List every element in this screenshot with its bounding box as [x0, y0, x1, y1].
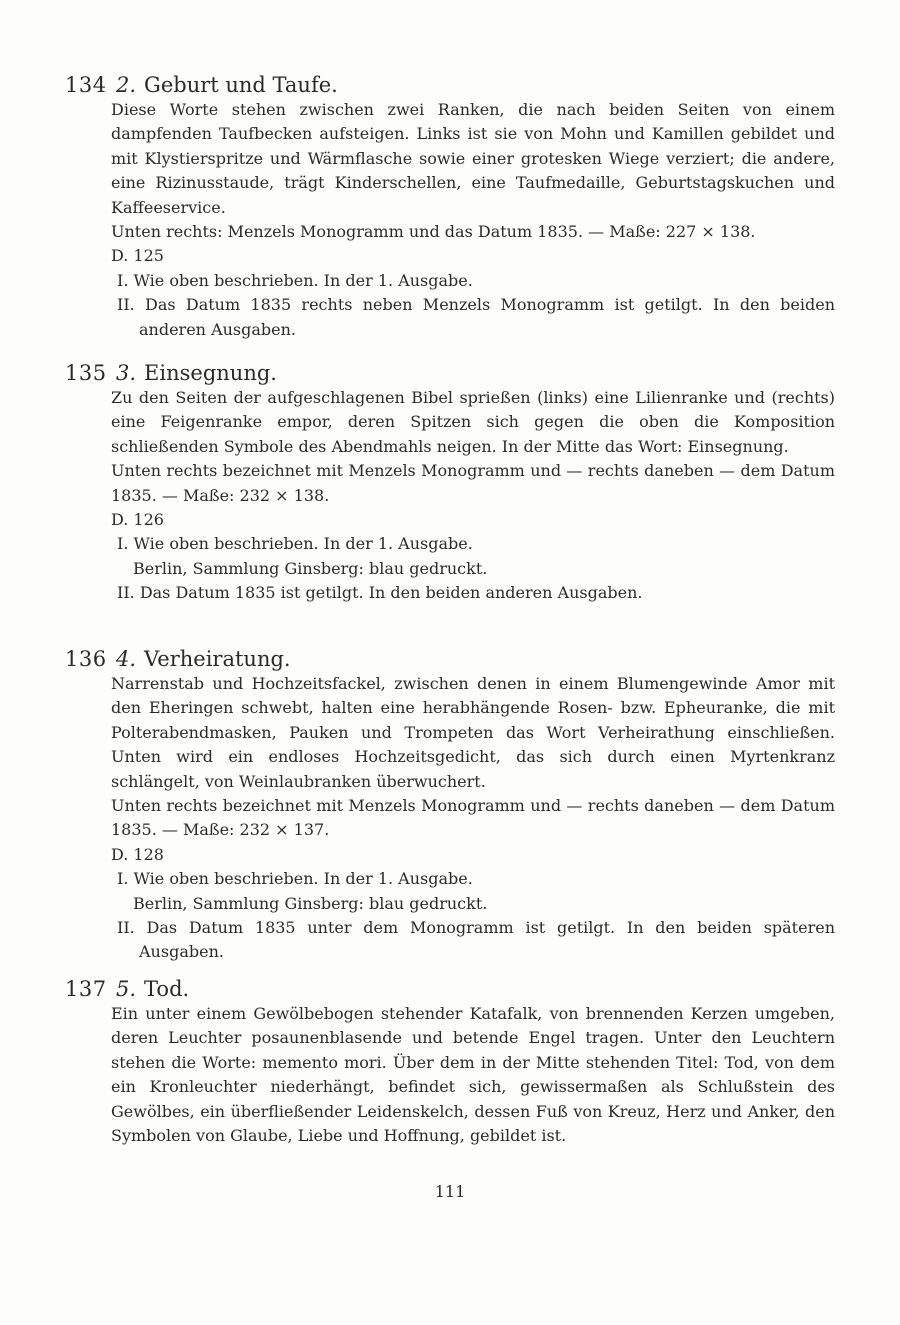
catalog-number: 135: [65, 361, 107, 385]
entry-heading: [60, 646, 835, 672]
title-text: Verheiratung.: [144, 647, 291, 671]
entry-body: [111, 386, 835, 606]
entry-body: [111, 98, 835, 342]
entry-heading: [60, 360, 835, 386]
catalog-number: 136: [65, 647, 107, 671]
inscription-measurements: Unten rechts: Menzels Monogramm und das Datum 1835. — Maße: 227 × 138.: [111, 222, 756, 242]
entry-body: [111, 1002, 835, 1148]
catalog-entry-135: [60, 360, 835, 606]
sequence-index: 5.: [116, 977, 137, 1001]
state-one: I. Wie oben beschrieben. In der 1. Ausgabe.: [117, 270, 473, 290]
state-one-note: Berlin, Sammlung Ginsberg: blau gedruckt.: [133, 893, 488, 913]
title-text: Geburt und Taufe.: [144, 73, 338, 97]
entry-body: [111, 672, 835, 965]
entry-title: [116, 360, 277, 386]
state-two: II. Das Datum 1835 ist getilgt. In den beiden anderen Ausgaben.: [117, 583, 643, 603]
state-two: II. Das Datum 1835 rechts neben Menzels Monogramm ist getilgt. In den beiden anderen Ausgaben.: [117, 295, 835, 339]
title-text: Tod.: [144, 977, 190, 1001]
inscription-measurements: Unten rechts bezeichnet mit Menzels Monogramm und — rechts daneben — dem Datum 1835. — Maße: 232 × 138.: [111, 461, 835, 505]
reference-number: D. 126: [111, 510, 164, 530]
state-two: II. Das Datum 1835 unter dem Monogramm ist getilgt. In den beiden späteren Ausgaben.: [117, 918, 835, 962]
entry-title: [116, 646, 291, 672]
catalog-number: 134: [65, 73, 107, 97]
entry-title: [116, 72, 338, 98]
catalog-entry-137: [60, 976, 835, 1148]
sequence-index: 3.: [116, 361, 137, 385]
description: Diese Worte stehen zwischen zwei Ranken, die nach beiden Seiten von einem dampfenden Taufbecken aufsteigen. Links ist sie von Mohn und Kamillen gebildet und mit Klystierspritze und Wärmflasche sowie einer grotesken Wiege verziert; die andere, eine Rizinusstaude, trägt Kinderschellen, eine Taufmedaille, Geburtstagskuchen und Kaffeeservice.: [111, 100, 835, 217]
state-one-note: Berlin, Sammlung Ginsberg: blau gedruckt.: [133, 558, 488, 578]
reference-number: D. 128: [111, 844, 164, 864]
page-number: 111: [434, 1182, 466, 1201]
state-one: I. Wie oben beschrieben. In der 1. Ausgabe.: [117, 869, 473, 889]
entry-heading: [60, 72, 835, 98]
entry-title: [116, 976, 189, 1002]
sequence-index: 4.: [116, 647, 137, 671]
description: Ein unter einem Gewölbebogen stehender Katafalk, von brennenden Kerzen umgeben, deren Leuchter posaunenblasende und betende Engel tragen. Unter den Leuchtern stehen die Worte: memento mori. Über dem in der Mitte stehenden Titel: Tod, von dem ein Kronleuchter niederhängt, befindet sich, gewissermaßen als Schlußstein des Gewölbes, ein überfließender Leidenskelch, dessen Fuß von Kreuz, Herz und Anker, den Symbolen von Glaube, Liebe und Hoffnung, gebildet ist.: [111, 1004, 835, 1146]
sequence-index: 2.: [116, 73, 137, 97]
entry-heading: [60, 976, 835, 1002]
title-text: Einsegnung.: [144, 361, 277, 385]
catalog-number: 137: [65, 977, 107, 1001]
inscription-measurements: Unten rechts bezeichnet mit Menzels Monogramm und — rechts daneben — dem Datum 1835. — Maße: 232 × 137.: [111, 796, 835, 840]
catalog-entry-134: [60, 72, 835, 342]
description: Narrenstab und Hochzeitsfackel, zwischen denen in einem Blumengewinde Amor mit den Eheringen schwebt, halten eine herabhängende Rosen- bzw. Epheuranke, die mit Polterabendmasken, Pauken und Trompeten das Wort Verheirathung einschließen. Unten wird ein endloses Hochzeitsgedicht, das sich durch einen Myrtenkranz schlängelt, von Weinlaubranken überwuchert.: [111, 674, 835, 791]
catalog-entry-136: [60, 646, 835, 965]
description: Zu den Seiten der aufgeschlagenen Bibel sprießen (links) eine Lilienranke und (rechts) eine Feigenranke empor, deren Spitzen sich gegen die oben die Komposition schließenden Symbole des Abendmahls neigen. In der Mitte das Wort: Einsegnung.: [111, 388, 835, 456]
state-one: I. Wie oben beschrieben. In der 1. Ausgabe.: [117, 534, 473, 554]
reference-number: D. 125: [111, 246, 164, 266]
